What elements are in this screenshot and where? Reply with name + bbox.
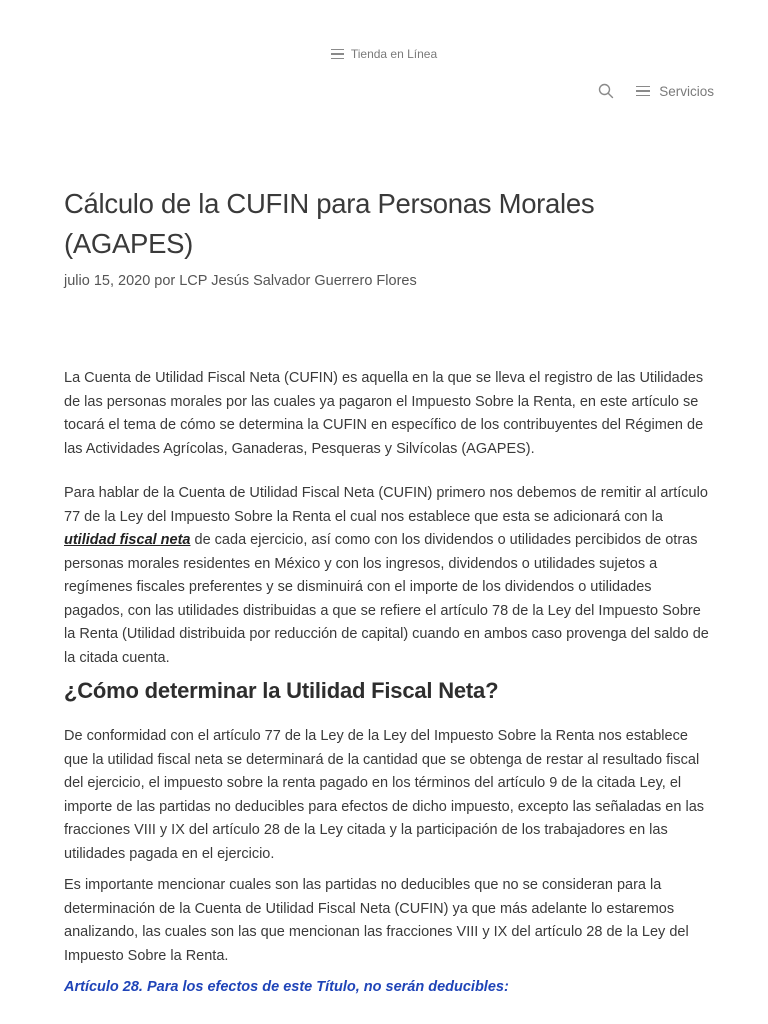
- utilidad-fiscal-neta-link[interactable]: utilidad fiscal neta: [64, 532, 191, 548]
- section-heading: ¿Cómo determinar la Utilidad Fiscal Neta?: [64, 678, 499, 703]
- article-28-quote: Artículo 28. Para los efectos de este Título, no serán deducibles:: [64, 979, 509, 995]
- header-actions: [598, 80, 714, 102]
- services-menu-toggle[interactable]: [636, 84, 714, 99]
- services-label: Servicios: [659, 83, 714, 99]
- intro-paragraph: La Cuenta de Utilidad Fiscal Neta (CUFIN) es aquella en la que se lleva el registro de las Utilidades de las personas morales por las cuales ya pagaron el Impuesto Sobre la Renta, en este artículo se tocará el tema de cómo se determina la CUFIN en específico de los contribuyentes del Régimen de las Actividades Agrícolas, Ganaderas, Pesqueras y Silvícolas (AGAPES).: [64, 370, 704, 457]
- article-content: [64, 184, 709, 1000]
- store-menu-link[interactable]: [331, 47, 437, 61]
- search-icon[interactable]: [598, 83, 614, 99]
- page-title: Cálculo de la CUFIN para Personas Morales (AGAPES): [64, 188, 595, 259]
- top-navigation: [0, 44, 768, 64]
- cufin-paragraph: [64, 482, 709, 670]
- hamburger-menu-icon: [636, 86, 650, 97]
- post-date[interactable]: julio 15, 2020: [64, 273, 151, 289]
- paragraph-text: Para hablar de la Cuenta de Utilidad Fiscal Neta (CUFIN) primero nos debemos de remitir al artículo 77 de la Ley del Impuesto Sobre la Renta el cual nos establece que esta se adicionará con la: [64, 485, 708, 525]
- hamburger-menu-icon: [331, 49, 344, 59]
- determination-paragraph: De conformidad con el artículo 77 de la Ley de la Ley del Impuesto Sobre la Renta nos establece que la utilidad fiscal neta se determinará de la cantidad que se obtenga de restar al resultado fiscal del ejercicio, el impuesto sobre la renta pagado en los términos del artículo 9 de la citada Ley, el importe de las partidas no deducibles para efectos de dicho impuesto, excepto las señaladas en las fracciones VIII y IX del artículo 28 de la Ley citada y la participación de los trabajadores en las utilidades pagada en el ejercicio.: [64, 728, 705, 862]
- by-text: por: [154, 273, 176, 289]
- non-deductible-paragraph: Es importante mencionar cuales son las partidas no deducibles que no se consideran para la determinación de la Cuenta de Utilidad Fiscal Neta (CUFIN) ya que más adelante lo estaremos analizando, las cuales son las que mencionan las fracciones VIII y IX del artículo 28 de la Ley del Impuesto Sobre la Renta.: [64, 877, 689, 964]
- paragraph-text: de cada ejercicio, así como con los dividendos o utilidades percibidos de otras personas morales residentes en México y con los ingresos, dividendos o utilidades sujetos a regímenes fiscales preferentes y se disminuirá con el importe de los dividendos o utilidades pagados, con las utilidades distribuidas a que se refiere el artículo 78 de la Ley del Impuesto Sobre la Renta (Utilidad distribuida por reducción de capital) cuando en ambos caso provenga del saldo de la citada cuenta.: [64, 532, 709, 666]
- post-author[interactable]: LCP Jesús Salvador Guerrero Flores: [179, 273, 417, 289]
- post-meta: [64, 270, 709, 292]
- store-menu-label: Tienda en Línea: [350, 47, 438, 61]
